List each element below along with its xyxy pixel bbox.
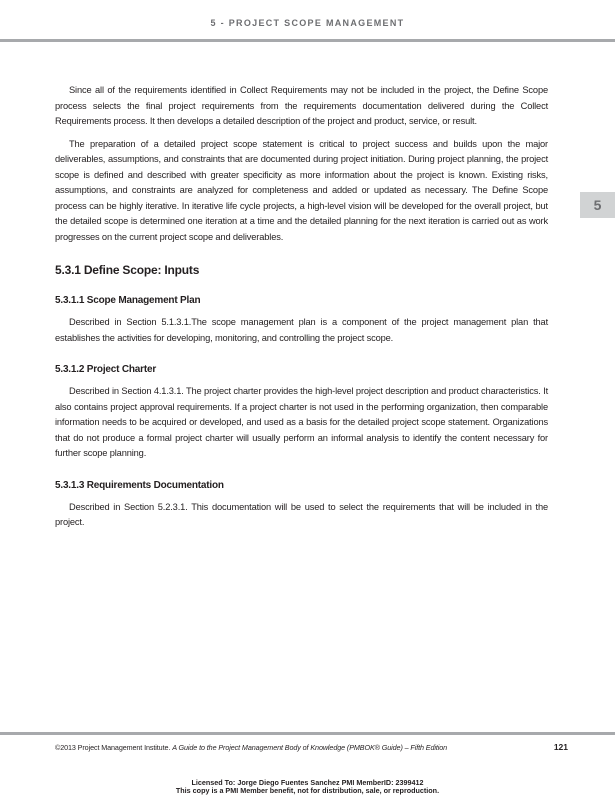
- intro-paragraph-2: The preparation of a detailed project scope statement is critical to project success and builds upon the major deliverables, assumptions, and constraints that are documented during project initiation. During project planning, the project scope is defined and described with greater specificity as more information about the project is known. Existing risks, assumptions, and constraints are analyzed for completeness and added or updated as necessary. The Define Scope process can be highly iterative. In iterative life cycle projects, a high-level vision will be developed for the overall project, but the detailed scope is determined one iteration at a time and the detailed planning for the next iteration is carried out as work progresses on the current project scope and deliverables.: [55, 138, 548, 242]
- section-heading: 5.3.1 Define Scope: Inputs: [55, 263, 200, 277]
- chapter-tab: 5: [580, 192, 615, 218]
- footer-copyright: [55, 743, 447, 752]
- copyright-text: ©2013 Project Management Institute.: [55, 743, 171, 752]
- subsection-text-scope-plan: Described in Section 5.1.3.1.The scope management plan is a component of the project management plan that establishes the activities for developing, monitoring, and controlling the project scope.: [55, 317, 548, 343]
- book-title: A Guide to the Project Management Body of Knowledge (PMBOK® Guide) – Fifth Edition: [172, 743, 448, 752]
- running-header: [0, 0, 615, 42]
- license-notice: [0, 779, 615, 795]
- subsection-text-requirements: Described in Section 5.2.3.1. This documentation will be used to select the requirements that will be included in the project.: [55, 501, 548, 527]
- header-title: 5 - PROJECT SCOPE MANAGEMENT: [210, 18, 405, 28]
- page-body: [55, 83, 548, 538]
- subsection-heading-requirements: 5.3.1.3 Requirements Documentation: [55, 479, 224, 491]
- intro-paragraph-1: Since all of the requirements identified in Collect Requirements may not be included in the project, the Define Scope process selects the final project requirements from the requirements documentation delivered during the Collect Requirements process. It then develops a detailed description of the project and product, service, or result.: [55, 85, 548, 126]
- footer-rule: [0, 732, 615, 735]
- subsection-heading-charter: 5.3.1.2 Project Charter: [55, 364, 157, 375]
- page-number: 121: [553, 742, 568, 752]
- header-rule: [0, 39, 615, 42]
- license-line-2: This copy is a PMI Member benefit, not for distribution, sale, or reproduction.: [175, 786, 440, 795]
- subsection-text-charter: Described in Section 4.1.3.1. The project charter provides the high-level project description and product characteristics. It also contains project approval requirements. If a project charter is not used in the performing organization, then comparable information needs to be acquired or developed, and used as a basis for the detailed project scope statement. Organizations that do not produce a formal project charter will usually perform an informal analysis to identify the content necessary for further scope planning.: [55, 386, 548, 458]
- license-line-1: Licensed To: Jorge Diego Fuentes Sanchez PMI MemberID: 2399412: [191, 778, 424, 787]
- subsection-heading-scope-plan: 5.3.1.1 Scope Management Plan: [55, 295, 201, 306]
